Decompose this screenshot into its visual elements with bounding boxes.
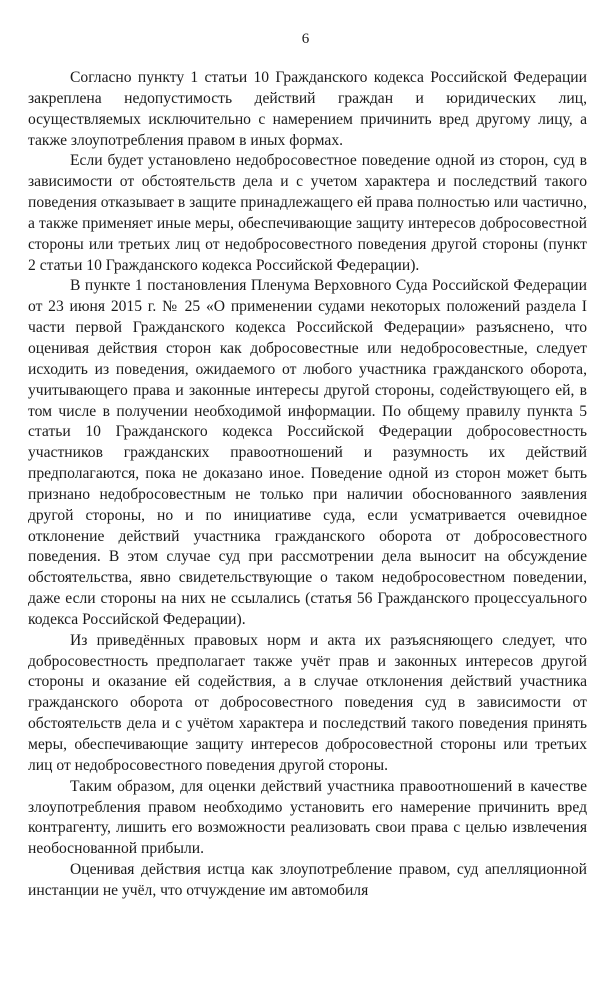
paragraph-1: Согласно пункту 1 статьи 10 Гражданского кодекса Российской Федерации закреплена недопустимость действий граждан и юридических лиц, осуществляемых исключительно с намерением причинить вред другому лицу, а также злоупотребления правом в иных формах. <box>28 69 587 149</box>
document-body <box>28 68 587 902</box>
paragraph-6: Оценивая действия истца как злоупотребление правом, суд апелляционной инстанции не учёл, что отчуждение им автомобиля <box>28 861 587 899</box>
paragraph-5: Таким образом, для оценки действий участника правоотношений в качестве злоупотребления правом необходимо установить его намерение причинить вред контрагенту, лишить его возможности реализовать свои права с целью извлечения необоснованной прибыли. <box>28 777 587 858</box>
paragraph-2: Если будет установлено недобросовестное поведение одной из сторон, суд в зависимости от обстоятельств дела и с учетом характера и последствий такого поведения отказывает в защите принадлежащего ей права полностью или частично, а также применяет иные меры, обеспечивающие защиту интересов добросовестной стороны или третьих лиц от недобросовестного поведения другой стороны (пункт 2 статьи 10 Гражданского кодекса Российской Федерации). <box>28 152 587 274</box>
paragraph-4: Из приведённых правовых норм и акта их разъясняющего следует, что добросовестность предполагает также учёт прав и законных интересов другой стороны и оказание ей содействия, а в случае отклонения действий участника гражданского оборота от добросовестного поведения суд в зависимости от обстоятельств дела и с учётом характера и последствий такого поведения принять меры, обеспечивающие защиту интересов добросовестной стороны или третьих лиц от недобросовестного поведения другой стороны. <box>28 631 587 774</box>
page-number: 6 <box>301 31 310 47</box>
paragraph-3: В пункте 1 постановления Пленума Верховного Суда Российской Федерации от 23 июня 2015 г. № 25 «О применении судами некоторых положений раздела I части первой Гражданского кодекса Российской Федерации» разъяснено, что оценивая действия сторон как добросовестные или недобросовестные, следует исходить из поведения, ожидаемого от любого участника гражданского оборота, учитывающего права и законные интересы другой стороны, содействующего ей, в том числе в получении необходимой информации. По общему правилу пункта 5 статьи 10 Гражданского кодекса Российской Федерации добросовестность участников гражданских правоотношений и разумность их действий предполагаются, пока не доказано иное. Поведение одной из сторон может быть признано недобросовестным не только при наличии обоснованного заявления другой стороны, но и по инициативе суда, если усматривается очевидное отклонение действий участника гражданского оборота от добросовестного поведения. В этом случае суд при рассмотрении дела выносит на обсуждение обстоятельства, явно свидетельствующие о таком недобросовестном поведении, даже если стороны на них не ссылались (статья 56 Гражданского процессуального кодекса Российской Федерации). <box>28 277 587 628</box>
